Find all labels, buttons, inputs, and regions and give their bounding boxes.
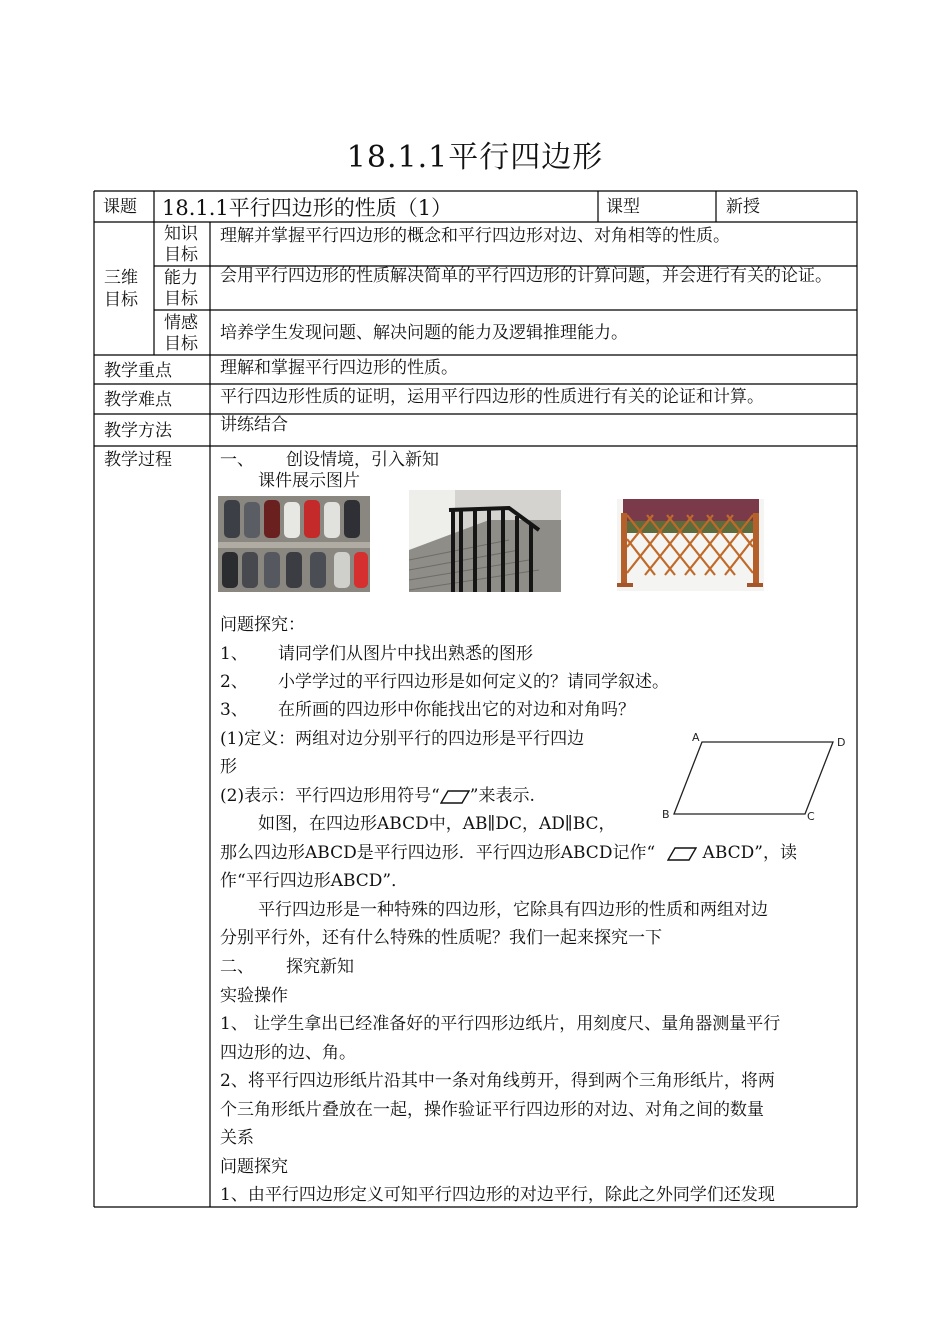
difficulty-text: 平行四边形性质的证明，运用平行四边形的性质进行有关的论证和计算。 <box>220 387 764 407</box>
key-text: 理解和掌握平行四边形的性质。 <box>220 358 458 378</box>
read-line: 作“平行四边形ABCD”． <box>220 871 409 891</box>
special-line2: 分别平行外，还有什么特殊的性质呢？我们一起来探究一下 <box>220 928 662 948</box>
question-1-text: 请同学们从图片中找出熟悉的图形 <box>278 644 533 664</box>
topic-label: 课题 <box>103 197 137 217</box>
question-3-number: 3、 <box>220 700 248 720</box>
vertex-d-label: D <box>837 736 846 749</box>
goal-ability-sub1: 能力 <box>164 268 198 288</box>
stair-railing-photo <box>409 490 561 592</box>
section1-number: 一、 <box>220 450 254 470</box>
record-after: ABCD”，读 <box>697 843 797 863</box>
definition-line1: (1)定义：两组对边分别平行的四边形是平行四边 <box>220 729 585 749</box>
definition-line2: 形 <box>220 757 237 777</box>
goal-knowledge-sub1: 知识 <box>164 224 198 244</box>
representation-before: (2)表示：平行四边形用符号“ <box>220 786 440 806</box>
parking-lot-photo <box>218 496 370 592</box>
page-title: 18.1.1平行四边形 <box>346 140 604 175</box>
section1-title: 创设情境，引入新知 <box>286 450 439 470</box>
goals-label-line2: 目标 <box>104 290 138 310</box>
goal-emotion-text: 培养学生发现问题、解决问题的能力及逻辑推理能力。 <box>220 323 628 343</box>
type-value: 新授 <box>726 197 760 217</box>
method-label: 教学方法 <box>104 421 172 441</box>
goal-emotion-sub2: 目标 <box>164 334 198 354</box>
last-line: 1、由平行四边形定义可知平行四边形的对边平行，除此之外同学们还发现 <box>220 1185 775 1205</box>
parallelogram-symbol-icon <box>440 790 470 804</box>
parallelogram-abcd-figure <box>650 728 855 824</box>
type-label: 课型 <box>606 197 640 217</box>
goal-knowledge-sub2: 目标 <box>164 245 198 265</box>
parallelogram-symbol-icon <box>667 847 697 861</box>
vertex-a-label: A <box>692 731 700 744</box>
question-head: 问题探究： <box>220 615 305 635</box>
goal-ability-text: 会用平行四边形的性质解决简单的平行四边形的计算问题，并会进行有关的论证。 <box>220 266 832 286</box>
special-line1: 平行四边形是一种特殊的四边形，它除具有四边形的性质和两组对边 <box>258 900 768 920</box>
courseware-note: 课件展示图片 <box>258 471 360 491</box>
goal-emotion-sub1: 情感 <box>164 313 198 333</box>
step2-line3: 关系 <box>220 1128 254 1148</box>
question-2-number: 2、 <box>220 672 248 692</box>
step2-line1: 2、将平行四边形纸片沿其中一条对角线剪开，得到两个三角形纸片，将两 <box>220 1071 775 1091</box>
question-3-text: 在所画的四边形中你能找出它的对边和对角吗？ <box>278 700 635 720</box>
record-line <box>220 843 797 863</box>
vertex-c-label: C <box>807 810 815 823</box>
step1-line2: 四边形的边、角。 <box>220 1043 356 1063</box>
key-label: 教学重点 <box>104 361 172 381</box>
topic-value: 18.1.1平行四边形的性质（1） <box>162 196 453 220</box>
goal-ability-sub2: 目标 <box>164 289 198 309</box>
representation-line <box>220 786 535 806</box>
question-2-text: 小学学过的平行四边形是如何定义的？请同学叙述。 <box>278 672 669 692</box>
step2-line2: 个三角形纸片叠放在一起，操作验证平行四边形的对边、对角之间的数量 <box>220 1100 764 1120</box>
lattice-fence-photo <box>617 499 764 591</box>
section2-title: 探究新知 <box>286 957 354 977</box>
step1-line1: 1、 让学生拿出已经准备好的平行四形边纸片，用刻度尺、量角器测量平行 <box>220 1014 781 1034</box>
process-label: 教学过程 <box>104 450 172 470</box>
vertex-b-label: B <box>662 808 670 821</box>
question2-heading: 问题探究 <box>220 1157 288 1177</box>
method-text: 讲练结合 <box>220 415 288 435</box>
goal-knowledge-text: 理解并掌握平行四边形的概念和平行四边形对边、对角相等的性质。 <box>220 226 730 246</box>
question-1-number: 1、 <box>220 644 248 664</box>
goals-label-line1: 三维 <box>104 268 138 288</box>
experiment-heading: 实验操作 <box>220 986 288 1006</box>
example-line: 如图，在四边形ABCD中，AB∥DC，AD∥BC， <box>258 814 616 834</box>
section2-number: 二、 <box>220 957 254 977</box>
difficulty-label: 教学难点 <box>104 390 172 410</box>
record-before: 那么四边形ABCD是平行四边形．平行四边形ABCD记作“ <box>220 843 656 863</box>
representation-after: ”来表示. <box>469 786 535 806</box>
